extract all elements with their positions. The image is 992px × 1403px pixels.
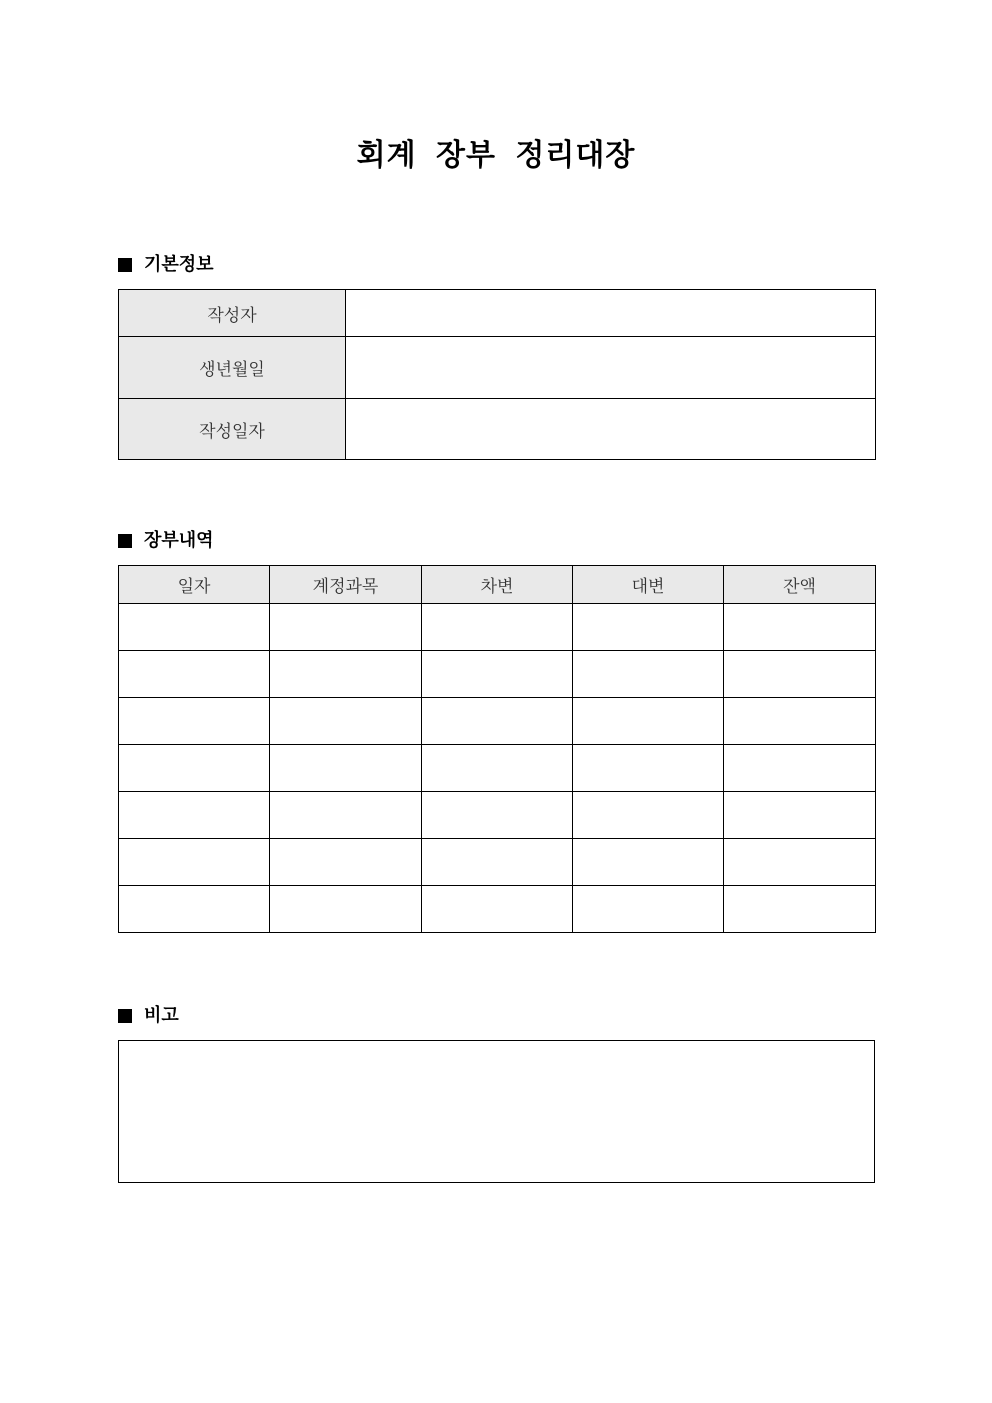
ledger-cell[interactable] (270, 745, 422, 792)
ledger-cell[interactable] (724, 886, 876, 933)
remarks-box[interactable] (118, 1040, 875, 1183)
ledger-cell[interactable] (422, 792, 573, 839)
table-row (119, 792, 876, 839)
ledger-header-row (119, 566, 876, 604)
basic-info-label-author: 작성자 (119, 290, 346, 337)
remarks-heading-label: 비고 (144, 1005, 179, 1026)
ledger-cell[interactable] (422, 651, 573, 698)
basic-info-heading-label: 기본정보 (144, 254, 214, 275)
ledger-cell[interactable] (422, 745, 573, 792)
basic-info-table (118, 289, 876, 460)
ledger-cell[interactable] (422, 886, 573, 933)
ledger-cell[interactable] (270, 604, 422, 651)
basic-info-value-date[interactable] (346, 399, 876, 460)
square-bullet-icon (118, 534, 132, 548)
ledger-cell[interactable] (422, 698, 573, 745)
ledger-cell[interactable] (270, 886, 422, 933)
ledger-table (118, 565, 876, 933)
ledger-heading (118, 529, 214, 553)
basic-info-row (119, 290, 876, 337)
basic-info-label-date: 작성일자 (119, 399, 346, 460)
ledger-cell[interactable] (573, 839, 724, 886)
ledger-cell[interactable] (724, 698, 876, 745)
ledger-cell[interactable] (270, 792, 422, 839)
remarks-heading (118, 1004, 179, 1028)
table-row (119, 745, 876, 792)
basic-info-value-author[interactable] (346, 290, 876, 337)
ledger-cell[interactable] (573, 745, 724, 792)
square-bullet-icon (118, 258, 132, 272)
column-header-account: 계정과목 (270, 566, 422, 604)
ledger-cell[interactable] (573, 792, 724, 839)
basic-info-row (119, 337, 876, 399)
ledger-cell[interactable] (119, 604, 270, 651)
ledger-cell[interactable] (422, 604, 573, 651)
table-row (119, 698, 876, 745)
page-title: 회계 장부 정리대장 (356, 138, 636, 173)
ledger-cell[interactable] (119, 886, 270, 933)
table-row (119, 604, 876, 651)
table-row (119, 886, 876, 933)
ledger-cell[interactable] (270, 839, 422, 886)
column-header-credit: 대변 (573, 566, 724, 604)
ledger-cell[interactable] (724, 839, 876, 886)
ledger-cell[interactable] (119, 792, 270, 839)
ledger-cell[interactable] (573, 698, 724, 745)
ledger-cell[interactable] (573, 604, 724, 651)
basic-info-heading (118, 253, 214, 277)
basic-info-row (119, 399, 876, 460)
ledger-cell[interactable] (270, 698, 422, 745)
basic-info-label-birthdate: 생년월일 (119, 337, 346, 399)
ledger-heading-label: 장부내역 (144, 530, 214, 551)
ledger-cell[interactable] (119, 651, 270, 698)
ledger-cell[interactable] (573, 886, 724, 933)
ledger-cell[interactable] (270, 651, 422, 698)
column-header-balance: 잔액 (724, 566, 876, 604)
ledger-cell[interactable] (422, 839, 573, 886)
square-bullet-icon (118, 1009, 132, 1023)
table-row (119, 651, 876, 698)
ledger-cell[interactable] (119, 745, 270, 792)
table-row (119, 839, 876, 886)
ledger-cell[interactable] (724, 604, 876, 651)
ledger-cell[interactable] (573, 651, 724, 698)
ledger-cell[interactable] (119, 698, 270, 745)
basic-info-value-birthdate[interactable] (346, 337, 876, 399)
column-header-debit: 차변 (422, 566, 573, 604)
ledger-cell[interactable] (724, 651, 876, 698)
ledger-cell[interactable] (724, 745, 876, 792)
column-header-date: 일자 (119, 566, 270, 604)
ledger-cell[interactable] (724, 792, 876, 839)
ledger-cell[interactable] (119, 839, 270, 886)
